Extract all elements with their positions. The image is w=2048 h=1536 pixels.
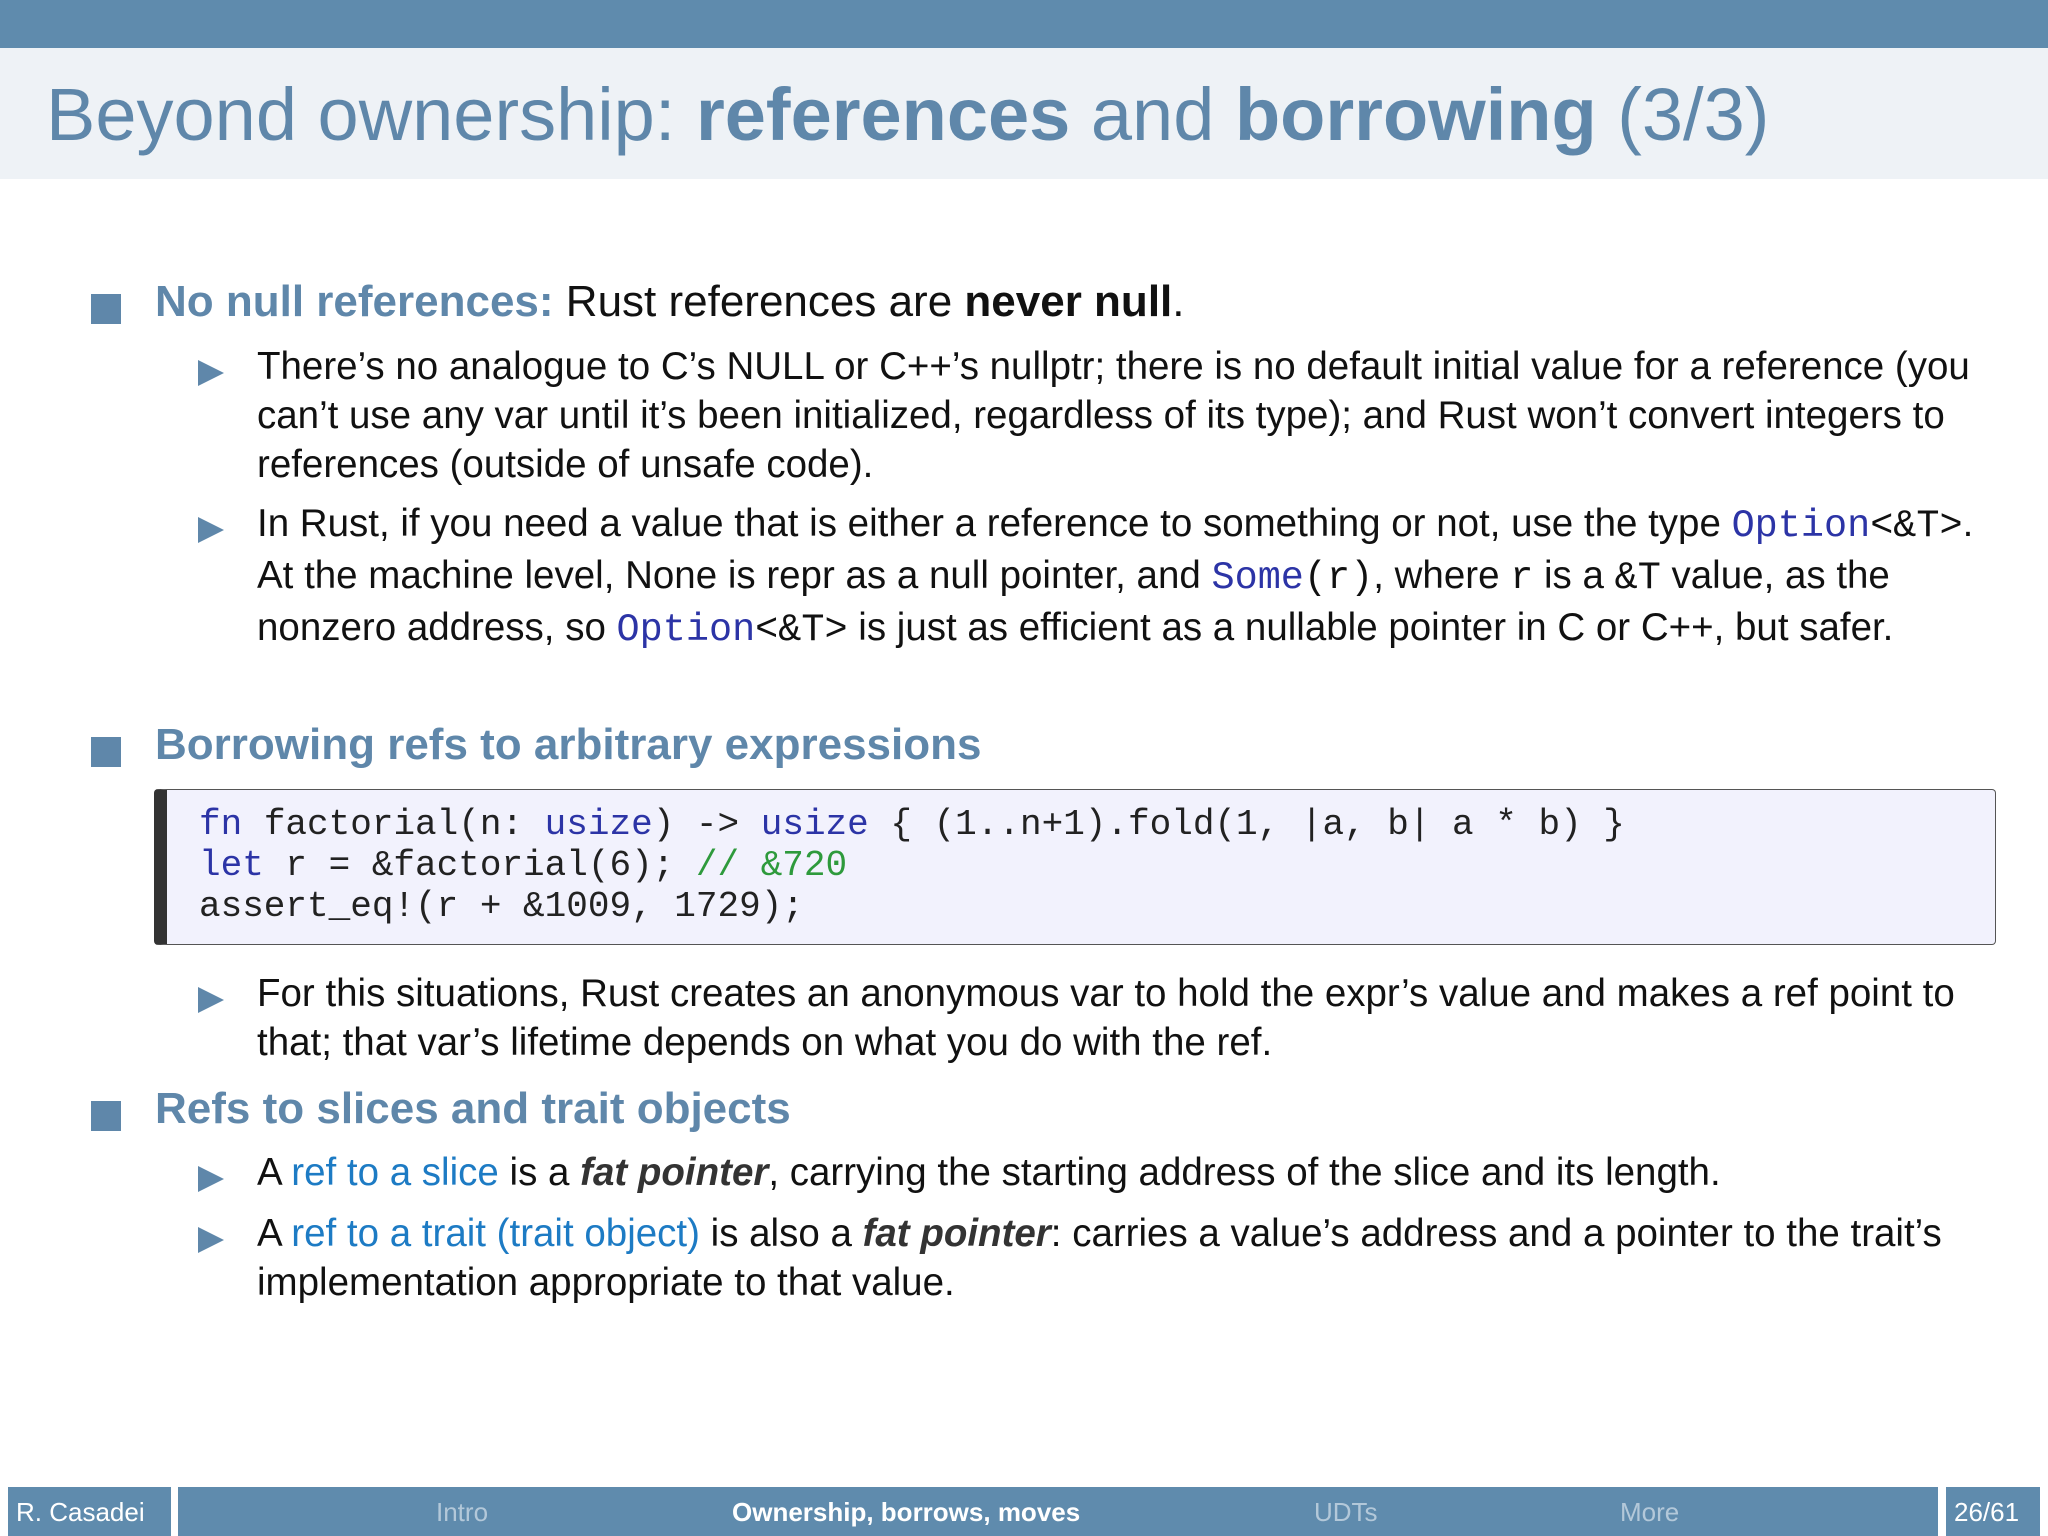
footer-nav-intro[interactable]: Intro xyxy=(436,1497,489,1527)
slice-ref-link[interactable]: ref to a slice xyxy=(291,1151,499,1194)
footer-nav-ownership[interactable]: Ownership, borrows, moves xyxy=(732,1497,1081,1527)
bullet-triangle-icon xyxy=(198,1166,224,1192)
section-borrowing-refs: Borrowing refs to arbitrary expressions xyxy=(155,720,982,769)
bullet-square-icon xyxy=(91,294,121,324)
bullet-square-icon xyxy=(91,1101,121,1131)
bullet-trait-object: A ref to a trait (trait object) is also a fat pointer: carries a value’s address and a pointer to the trait’s implementation appropriate to that value. xyxy=(257,1212,1942,1304)
bullet-triangle-icon xyxy=(198,1227,224,1253)
bullet-no-null-analogue: There’s no analogue to C’s NULL or C++’s nullptr; there is no default initial value for a reference (you can’t use any var until it’s been initialized, regardless of its type); and Rust won’t convert integers to references (outside of unsafe code). xyxy=(257,345,1970,486)
code-line-2: let r = &factorial(6); // &720 xyxy=(199,845,848,886)
footer-page-box xyxy=(1946,1487,2040,1536)
footer-page-number: 26/61 xyxy=(1954,1497,2020,1527)
bullet-triangle-icon xyxy=(198,987,224,1013)
code-line-1: fn factorial(n: usize) -> usize { (1..n+1).fold(1, |a, b| a * b) } xyxy=(199,804,1625,845)
footer-author: R. Casadei xyxy=(16,1497,145,1527)
section-refs-to-slices: Refs to slices and trait objects xyxy=(155,1084,791,1133)
trait-object-link[interactable]: ref to a trait (trait object) xyxy=(291,1212,700,1255)
footer-nav-udts[interactable]: UDTs xyxy=(1314,1497,1378,1527)
section-no-null-references: No null references: Rust references are never null. xyxy=(155,277,1185,326)
code-line-3: assert_eq!(r + &1009, 1729); xyxy=(199,886,804,927)
slide-title: Beyond ownership: references and borrowing (3/3) xyxy=(46,73,1770,156)
bullet-option-type: In Rust, if you need a value that is either a reference to something or not, use the type Option<&T>. At the machine level, None is repr as a null pointer, and Some(r), where r is a &T value, as the nonzero address, so Option<&T> is just as efficient as a nullable pointer in C or C++, but safer. xyxy=(257,502,1974,652)
bullet-triangle-icon xyxy=(198,360,224,386)
footer-author-box xyxy=(8,1487,171,1536)
top-bar xyxy=(0,0,2048,48)
bullet-anonymous-var: For this situations, Rust creates an anonymous var to hold the expr’s value and makes a ref point to that; that var’s lifetime depends on what you do with the ref. xyxy=(257,972,1955,1064)
bullet-triangle-icon xyxy=(198,517,224,543)
footer-navigation xyxy=(178,1487,1938,1536)
code-block xyxy=(154,789,1996,945)
footer-nav-more[interactable]: More xyxy=(1620,1497,1680,1527)
bullet-square-icon xyxy=(91,737,121,767)
bullet-slice-ref: A ref to a slice is a fat pointer, carrying the starting address of the slice and its length. xyxy=(257,1151,1721,1194)
